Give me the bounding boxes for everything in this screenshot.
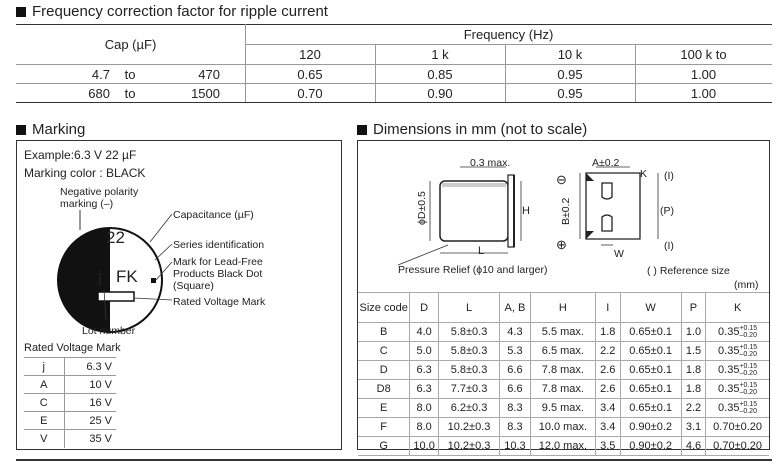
marking-section-title: [16, 121, 85, 138]
col-header: I: [596, 293, 620, 323]
minus-terminal-icon: ⊖: [556, 172, 567, 187]
dim-B: B±0.2: [560, 197, 572, 225]
freq-value: 0.85: [427, 67, 453, 82]
series-code-mark: FK: [116, 267, 138, 286]
table-row: [24, 376, 116, 394]
freq-title-text: Frequency correction factor for ripple current: [32, 3, 328, 20]
dim-W: W: [614, 248, 624, 260]
col-header: P: [681, 293, 705, 323]
divider: [16, 102, 772, 103]
rv-mark: C: [24, 394, 64, 412]
k-tolerance: [739, 325, 757, 339]
terminal-pad: [602, 183, 612, 199]
dim-H: H: [522, 205, 530, 217]
table-cell-k: [706, 361, 769, 380]
dimensions-section-title: [357, 121, 587, 138]
neg-polarity-label: Negative polarity: [60, 186, 139, 198]
reference-note: ( ) Reference size: [647, 265, 730, 277]
k-tol-plus: +0.15: [739, 382, 758, 389]
k-value: 0.35: [718, 363, 740, 376]
rv-mark: V: [24, 430, 64, 448]
dim-03max: 0.3 max.: [470, 157, 511, 169]
k-tol-minus: –0.20: [739, 389, 757, 396]
table-cell-l: 5.8±0.3: [438, 361, 499, 380]
k-value: 0.35: [718, 382, 740, 395]
rated-voltage-label: Rated Voltage Mark: [173, 296, 266, 308]
col-header: Size code: [358, 293, 410, 323]
rated-voltage-box: [98, 292, 134, 301]
table-cell-h: 10.0 max.: [530, 418, 595, 437]
marking-example: Example:6.3 V 22 µF: [24, 148, 137, 162]
divider: [16, 83, 772, 84]
table-cell-code: E: [358, 399, 410, 418]
table-cell-p: 1.8: [681, 380, 705, 399]
table-row: [24, 358, 116, 376]
freq-section-title: [16, 3, 328, 20]
col-header: H: [530, 293, 595, 323]
k-tol-plus: +0.15: [739, 344, 758, 351]
neg-marking-label: marking (–): [60, 198, 114, 210]
table-row: [358, 323, 769, 342]
dim-L: L: [478, 245, 485, 257]
table-cell-ab: 6.6: [500, 361, 531, 380]
table-cell-h: 7.8 max.: [530, 380, 595, 399]
k-tol-minus: –0.20: [739, 332, 757, 339]
table-cell-k: 0.70±0.20: [706, 437, 769, 456]
table-cell-i: 2.6: [596, 361, 620, 380]
dim-phiD: ϕD±0.5: [416, 191, 428, 225]
k-tolerance: [739, 401, 757, 415]
table-cell-h: 6.5 max.: [530, 342, 595, 361]
table-cell-i: 2.2: [596, 342, 620, 361]
rv-volt: 16 V: [64, 394, 116, 412]
capacitor-bottom-body: [586, 173, 640, 239]
k-tolerance: [739, 363, 757, 377]
table-cell-p: 4.6: [681, 437, 705, 456]
k-value: 0.35: [718, 325, 740, 338]
dim-K: K: [640, 168, 648, 180]
rated-voltage-table: [24, 357, 116, 448]
table-cell-w: 0.90±0.2: [620, 418, 681, 437]
table-cell-p: 3.1: [681, 418, 705, 437]
table-cell-ab: 5.3: [500, 342, 531, 361]
section-bullet-icon: [357, 125, 367, 135]
table-cell-ab: 10.3: [500, 437, 531, 456]
table-cell-k: [706, 323, 769, 342]
table-row: [358, 418, 769, 437]
table-cell-l: 10.2±0.3: [438, 418, 499, 437]
cap-to: 470: [198, 67, 220, 82]
marking-title-text: Marking: [32, 121, 86, 138]
cap-to-word: to: [124, 86, 136, 101]
table-cell-code: C: [358, 342, 410, 361]
table-row: [24, 412, 116, 430]
freq-value: 0.90: [427, 86, 453, 101]
leader-line: [398, 245, 448, 265]
table-cell-code: F: [358, 418, 410, 437]
table-cell-i: 3.4: [596, 399, 620, 418]
table-cell-k: [706, 399, 769, 418]
table-row: [24, 394, 116, 412]
table-cell-i: 2.6: [596, 380, 620, 399]
table-row: [358, 342, 769, 361]
table-cell-p: 1.0: [681, 323, 705, 342]
terminal-pad: [602, 215, 612, 231]
dim-I: (I): [664, 170, 674, 182]
leader-line: [150, 214, 172, 242]
table-cell-k: [706, 342, 769, 361]
dim-I: (I): [664, 240, 674, 252]
k-value: 0.35: [718, 401, 740, 414]
table-cell-code: D: [358, 361, 410, 380]
freq-header: Frequency (Hz): [463, 27, 554, 42]
table-cell-p: 2.2: [681, 399, 705, 418]
leader-line: [155, 244, 172, 260]
section-bullet-icon: [16, 125, 26, 135]
table-cell-ab: 6.6: [500, 380, 531, 399]
freq-value: 0.65: [297, 67, 323, 82]
table-cell-p: 1.8: [681, 361, 705, 380]
divider: [16, 459, 772, 461]
table-cell-w: 0.65±0.1: [620, 342, 681, 361]
k-tolerance: [739, 344, 757, 358]
capacitor-top-view: [40, 200, 180, 340]
table-cell-w: 0.65±0.1: [620, 323, 681, 342]
table-cell-p: 1.5: [681, 342, 705, 361]
table-cell-d: 8.0: [410, 418, 439, 437]
table-cell-w: 0.90±0.2: [620, 437, 681, 456]
freq-value: 1.00: [690, 67, 717, 82]
freq-value: 1.00: [690, 86, 717, 101]
leadfree-dot: [151, 278, 156, 283]
col-header: D: [410, 293, 439, 323]
table-cell-d: 6.3: [410, 361, 439, 380]
table-cell-k: 0.70±0.20: [706, 418, 769, 437]
cap-from: 680: [88, 86, 110, 101]
leadfree-label: Products Black Dot: [173, 268, 263, 280]
rv-volt: 35 V: [64, 430, 116, 448]
col-header: A, B: [500, 293, 531, 323]
polarity-band: [58, 228, 110, 332]
table-cell-h: 7.8 max.: [530, 361, 595, 380]
k-tol-minus: –0.20: [739, 408, 757, 415]
k-value: 0.35: [718, 344, 740, 357]
table-cell-i: 3.4: [596, 418, 620, 437]
k-tolerance: [739, 382, 757, 396]
table-header-row: [358, 293, 769, 323]
freq-value: 0.70: [297, 86, 323, 101]
k-tol-plus: +0.15: [739, 325, 758, 332]
table-row: [358, 380, 769, 399]
table-cell-code: D8: [358, 380, 410, 399]
dim-A: A±0.2: [592, 157, 620, 169]
table-row: [24, 430, 116, 448]
table-cell-i: 3.5: [596, 437, 620, 456]
rv-volt: 10 V: [64, 376, 116, 394]
marking-color: Marking color : BLACK: [24, 166, 146, 180]
table-cell-h: 5.5 max.: [530, 323, 595, 342]
rv-mark: A: [24, 376, 64, 394]
table-cell-d: 5.0: [410, 342, 439, 361]
capacitance-label: Capacitance (µF): [173, 209, 254, 221]
table-cell-l: 10.2±0.3: [438, 437, 499, 456]
table-cell-w: 0.65±0.1: [620, 361, 681, 380]
pressure-relief-label: Pressure Relief (ϕ10 and larger): [398, 264, 548, 276]
rv-mark: j: [24, 358, 64, 376]
freq-value: 0.95: [557, 86, 583, 101]
table-cell-ab: 4.3: [500, 323, 531, 342]
table-cell-i: 1.8: [596, 323, 620, 342]
k-tol-minus: –0.20: [739, 370, 757, 377]
table-cell-w: 0.65±0.1: [620, 380, 681, 399]
cap-to-word: to: [124, 67, 136, 82]
dim-P: (P): [660, 205, 674, 217]
k-tol-minus: –0.20: [739, 351, 757, 358]
rv-volt: 6.3 V: [64, 358, 116, 376]
freq-value: 0.95: [557, 67, 583, 82]
table-cell-d: 4.0: [410, 323, 439, 342]
unit-label: (mm): [734, 279, 759, 291]
k-tol-plus: +0.15: [739, 363, 758, 370]
table-cell-d: 6.3: [410, 380, 439, 399]
table-row: [358, 437, 769, 456]
leadfree-label: Mark for Lead-Free: [173, 256, 263, 268]
lot-number-label: Lot number: [82, 325, 136, 337]
table-cell-ab: 8.3: [500, 399, 531, 418]
col-header: K: [706, 293, 769, 323]
table-cell-code: B: [358, 323, 410, 342]
plus-terminal-icon: ⊕: [556, 237, 567, 252]
table-cell-d: 10.0: [410, 437, 439, 456]
rv-table-title: Rated Voltage Mark: [24, 342, 121, 354]
col-header: L: [438, 293, 499, 323]
table-cell-ab: 8.3: [500, 418, 531, 437]
k-tol-plus: +0.15: [739, 401, 758, 408]
leadfree-label: (Square): [173, 280, 214, 292]
freq-col: 1 k: [431, 47, 449, 62]
freq-col: 120: [299, 47, 321, 62]
cap-value-mark: 22: [106, 228, 125, 247]
table-cell-l: 7.7±0.3: [438, 380, 499, 399]
table-cell-h: 9.5 max.: [530, 399, 595, 418]
col-header: W: [620, 293, 681, 323]
section-bullet-icon: [16, 7, 26, 17]
cap-header: Cap (µF): [104, 37, 157, 52]
series-label: Series identification: [173, 239, 265, 251]
table-cell-l: 5.8±0.3: [438, 342, 499, 361]
table-cell-l: 5.8±0.3: [438, 323, 499, 342]
rv-mark: E: [24, 412, 64, 430]
table-cell-h: 12.0 max.: [530, 437, 595, 456]
divider: [245, 44, 772, 45]
table-cell-w: 0.65±0.1: [620, 399, 681, 418]
capacitor-side-body: [440, 181, 508, 241]
table-cell-k: [706, 380, 769, 399]
freq-col: 10 k: [557, 47, 583, 62]
cap-to: 1500: [191, 86, 220, 101]
capacitor-top-shade: [442, 183, 506, 187]
table-cell-code: G: [358, 437, 410, 456]
freq-col: 100 k to: [680, 47, 727, 62]
table-cell-l: 6.2±0.3: [438, 399, 499, 418]
divider: [16, 24, 772, 25]
table-cell-d: 8.0: [410, 399, 439, 418]
table-row: [358, 361, 769, 380]
cap-from: 4.7: [91, 67, 110, 82]
dimensions-table: [358, 292, 769, 456]
divider: [16, 64, 772, 65]
table-row: [358, 399, 769, 418]
series-letter-mark: j: [98, 267, 102, 286]
rv-volt: 25 V: [64, 412, 116, 430]
dimensions-title-text: Dimensions in mm (not to scale): [373, 121, 588, 138]
